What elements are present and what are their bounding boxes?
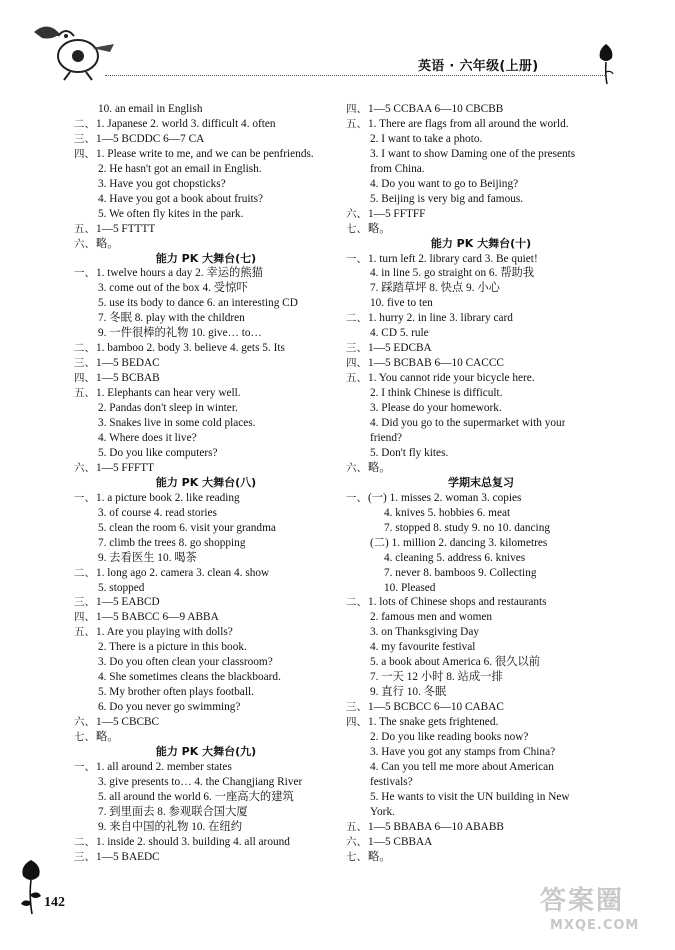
answer-text: 2. Do you like reading books now?	[370, 731, 529, 744]
answer-text: 略。	[96, 731, 119, 744]
answer-line	[74, 655, 338, 670]
answer-line	[346, 670, 616, 685]
watermark-main: 答案圈	[540, 886, 625, 916]
answer-text: 7. 冬眠 8. play with the children	[98, 312, 245, 325]
question-number: 二、	[74, 835, 95, 848]
answer-line	[346, 506, 616, 521]
answer-text: 7. 到里面去 8. 参观联合国大厦	[98, 805, 248, 818]
question-number: 六、	[74, 716, 95, 729]
question-answer-line	[74, 371, 338, 386]
question-number: 三、	[74, 357, 95, 370]
answer-line	[346, 192, 616, 207]
answer-text: 2. famous men and women	[370, 611, 493, 624]
answer-line	[74, 551, 338, 566]
answer-text: 4. Have you got a book about fruits?	[98, 192, 264, 205]
answer-text: 2. I think Chinese is difficult.	[370, 387, 503, 400]
question-number: 四、	[346, 716, 367, 729]
question-answer-line	[74, 491, 338, 506]
question-number: 二、	[346, 312, 367, 325]
answer-text: 1—5 BAEDC	[96, 850, 160, 863]
answer-text: 5. a book about America 6. 很久以前	[370, 656, 541, 669]
page-number: 142	[44, 895, 65, 910]
answer-line	[74, 311, 338, 326]
answer-text: 1. bamboo 2. body 3. believe 4. gets 5. Its	[96, 342, 285, 355]
answer-text: 3. Please do your homework.	[370, 402, 502, 415]
question-number: 三、	[346, 701, 367, 714]
answer-text: 5. use its body to dance 6. an interesting CD	[98, 297, 298, 310]
question-number: 七、	[346, 222, 367, 235]
question-answer-line	[74, 461, 338, 476]
question-number: 四、	[74, 372, 95, 385]
header-dotted-rule	[105, 75, 605, 76]
answer-text: 略。	[96, 237, 119, 250]
answer-line	[346, 640, 616, 655]
question-answer-line	[346, 595, 616, 610]
question-answer-line	[74, 566, 338, 581]
answer-line	[74, 296, 338, 311]
question-answer-line	[346, 356, 616, 371]
answer-line	[346, 446, 616, 461]
answer-line	[74, 192, 338, 207]
question-answer-line	[346, 715, 616, 730]
answer-text: 3. come out of the box 4. 受惊吓	[98, 282, 248, 295]
answer-line	[346, 147, 616, 162]
answer-text: 1. twelve hours a day 2. 幸运的熊猫	[96, 267, 263, 280]
answer-text: 1. long ago 2. camera 3. clean 4. show	[96, 566, 270, 579]
answer-text: 10. an email in English	[98, 103, 203, 115]
answer-line	[74, 162, 338, 177]
question-number: 四、	[74, 147, 95, 160]
answer-text: 1. Japanese 2. world 3. difficult 4. often	[96, 117, 276, 130]
answer-text: 2. He hasn't got an email in English.	[98, 162, 262, 175]
answer-text: 1—5 CBBAA	[368, 835, 433, 848]
page-header	[0, 0, 675, 90]
answer-text: 10. five to ten	[370, 297, 433, 310]
question-answer-line	[346, 341, 616, 356]
answer-text: 5. Beijing is very big and famous.	[370, 192, 524, 205]
question-number: 四、	[74, 611, 95, 624]
question-number: 三、	[74, 850, 95, 863]
answer-text: 5. stopped	[98, 581, 145, 594]
answer-text: 1. lots of Chinese shops and restaurants	[368, 596, 547, 609]
section-heading: 能力 PK 大舞台(十)	[430, 236, 532, 250]
answer-text: 1. Elephants can hear very well.	[96, 387, 241, 400]
answer-line	[346, 296, 616, 311]
answer-text: 1. Are you playing with dolls?	[96, 626, 233, 639]
answer-line	[74, 446, 338, 461]
question-answer-line	[74, 715, 338, 730]
answer-line	[74, 536, 338, 551]
answer-line	[74, 177, 338, 192]
section-heading: 能力 PK 大舞台(九)	[155, 744, 257, 758]
answer-text: 1—5 EABCD	[96, 596, 160, 609]
answer-text: 1—5 FFTFF	[368, 207, 426, 220]
section-heading: 能力 PK 大舞台(七)	[155, 251, 257, 265]
answer-line	[74, 506, 338, 521]
answer-text: 1—5 EDCBA	[368, 342, 432, 355]
question-number: 七、	[74, 731, 95, 744]
answer-text: 5. Do you like computers?	[98, 446, 218, 459]
answer-text: 1—5 CBCBC	[96, 716, 160, 729]
answer-line	[346, 551, 616, 566]
answer-line	[346, 281, 616, 296]
answer-text: 7. 踩踏草坪 8. 快点 9. 小心	[370, 282, 500, 295]
answer-line	[74, 326, 338, 341]
answer-text: 7. 一天 12 小时 8. 站成一排	[370, 671, 503, 684]
answer-text: 1—5 BCBAB 6—10 CACCC	[368, 357, 504, 370]
answer-column-left	[74, 102, 338, 865]
question-answer-line	[346, 222, 616, 237]
answer-line	[346, 431, 616, 446]
answer-line	[346, 401, 616, 416]
answer-text: 略。	[368, 461, 391, 474]
watermark	[540, 880, 660, 940]
answer-line	[74, 640, 338, 655]
page-title: 英语 · 六年级(上册)	[418, 59, 539, 74]
question-answer-line	[74, 610, 338, 625]
answer-text: 4. Do you want to go to Beijing?	[370, 177, 519, 190]
answer-line	[346, 177, 616, 192]
answer-line	[346, 775, 616, 790]
answer-line	[346, 805, 616, 820]
answer-text: 9. 一件很棒的礼物 10. give… to…	[98, 327, 262, 340]
question-answer-line	[346, 491, 616, 506]
question-answer-line	[74, 117, 338, 132]
question-number: 五、	[346, 820, 367, 833]
question-number: 一、	[346, 252, 367, 265]
answer-text: 10. Pleased	[384, 581, 436, 594]
answer-line	[74, 416, 338, 431]
answer-text: 7. stopped 8. study 9. no 10. dancing	[384, 521, 550, 534]
question-number: 五、	[346, 372, 367, 385]
question-number: 二、	[74, 342, 95, 355]
answer-text: friend?	[370, 431, 402, 444]
answer-line	[346, 730, 616, 745]
answer-text: (一) 1. misses 2. woman 3. copies	[368, 491, 522, 504]
answer-line	[74, 431, 338, 446]
question-answer-line	[346, 700, 616, 715]
question-number: 三、	[346, 342, 367, 355]
answer-line	[74, 820, 338, 835]
answer-text: 4. Can you tell me more about American	[370, 760, 554, 773]
answer-text: 9. 去看医生 10. 喝茶	[98, 551, 197, 564]
answer-line	[74, 281, 338, 296]
answer-text: 5. We often fly kites in the park.	[98, 207, 244, 220]
answer-text: 5. Don't fly kites.	[370, 446, 449, 459]
answer-line	[74, 102, 338, 117]
answer-text: festivals?	[370, 775, 413, 788]
question-answer-line	[74, 760, 338, 775]
question-answer-line	[74, 595, 338, 610]
question-number: 六、	[74, 237, 95, 250]
answer-line	[74, 670, 338, 685]
answer-text: 5. clean the room 6. visit your grandma	[98, 521, 276, 534]
question-answer-line	[74, 132, 338, 147]
question-answer-line	[74, 835, 338, 850]
question-answer-line	[74, 730, 338, 745]
answer-text: 1—5 BEDAC	[96, 357, 160, 370]
answer-text: 3. I want to show Daming one of the presents	[370, 147, 576, 160]
question-number: 四、	[346, 103, 367, 115]
question-number: 五、	[74, 222, 95, 235]
answer-text: 4. Where does it live?	[98, 431, 197, 444]
answer-text: 4. She sometimes cleans the blackboard.	[98, 671, 281, 684]
question-answer-line	[346, 371, 616, 386]
answer-text: 1—5 CCBAA 6—10 CBCBB	[368, 103, 504, 115]
question-answer-line	[74, 356, 338, 371]
answer-text: 9. 来自中国的礼物 10. 在纽约	[98, 820, 243, 833]
section-heading: 学期末总复习	[448, 475, 514, 489]
answer-text: 6. Do you never go swimming?	[98, 701, 241, 714]
answer-line	[346, 132, 616, 147]
answer-line	[346, 685, 616, 700]
answer-text: 9. 直行 10. 冬眠	[370, 686, 447, 699]
question-number: 一、	[346, 491, 367, 504]
question-answer-line	[346, 207, 616, 222]
question-number: 六、	[74, 461, 95, 474]
answer-text: from China.	[370, 162, 425, 175]
answer-text: 4. my favourite festival	[370, 641, 476, 654]
answer-line	[346, 521, 616, 536]
question-answer-line	[74, 625, 338, 640]
question-number: 一、	[74, 267, 95, 280]
answer-text: 略。	[368, 850, 391, 863]
question-number: 六、	[346, 207, 367, 220]
question-answer-line	[346, 820, 616, 835]
question-number: 二、	[346, 596, 367, 609]
question-number: 三、	[74, 596, 95, 609]
answer-text: 4. CD 5. rule	[370, 327, 429, 340]
watermark-site: MXQE.COM	[550, 918, 640, 933]
answer-line	[346, 386, 616, 401]
question-number: 五、	[346, 117, 367, 130]
answer-line	[346, 655, 616, 670]
question-answer-line	[74, 147, 338, 162]
answer-line	[346, 625, 616, 640]
answer-line	[346, 581, 616, 596]
answer-text: York.	[370, 805, 395, 818]
answer-text: 2. Pandas don't sleep in winter.	[98, 402, 238, 415]
answer-line	[346, 760, 616, 775]
answer-line	[74, 581, 338, 596]
question-answer-line	[74, 222, 338, 237]
question-answer-line	[346, 850, 616, 865]
flower-bud-icon	[596, 40, 616, 86]
question-number: 三、	[74, 132, 95, 145]
answer-text: 1. a picture book 2. like reading	[96, 491, 240, 504]
answer-line	[74, 805, 338, 820]
answer-text: 5. My brother often plays football.	[98, 686, 254, 699]
question-answer-line	[74, 386, 338, 401]
answer-line	[346, 566, 616, 581]
answer-text: 3. Snakes live in some cold places.	[98, 417, 256, 430]
question-number: 六、	[346, 835, 367, 848]
answer-text: 1—5 BABCC 6—9 ABBA	[96, 611, 219, 624]
answer-line	[74, 700, 338, 715]
answer-text: 7. never 8. bamboos 9. Collecting	[384, 566, 537, 579]
answer-line	[74, 685, 338, 700]
answer-text: 3. Have you got any stamps from China?	[370, 745, 556, 758]
cartoon-fox-illustration	[30, 18, 120, 82]
answer-line	[346, 326, 616, 341]
answer-text: 1—5 BCBAB	[96, 372, 160, 385]
question-answer-line	[74, 266, 338, 281]
answer-text: 略。	[368, 222, 391, 235]
answer-line	[346, 610, 616, 625]
answer-text: 2. I want to take a photo.	[370, 132, 483, 145]
answer-text: 1. hurry 2. in line 3. library card	[368, 312, 513, 325]
question-answer-line	[346, 311, 616, 326]
answer-text: 1. all around 2. member states	[96, 760, 232, 773]
answer-text: 1—5 FTTTT	[96, 222, 156, 235]
answer-text: 3. on Thanksgiving Day	[370, 626, 479, 639]
question-number: 二、	[74, 566, 95, 579]
question-number: 二、	[74, 117, 95, 130]
answer-line	[346, 745, 616, 760]
answer-text: 1. inside 2. should 3. building 4. all around	[96, 835, 290, 848]
question-answer-line	[346, 102, 616, 117]
question-answer-line	[346, 835, 616, 850]
answer-text: 3. Have you got chopsticks?	[98, 177, 226, 190]
answer-line	[74, 207, 338, 222]
answer-text: 4. knives 5. hobbies 6. meat	[384, 506, 511, 519]
answer-text: 4. in line 5. go straight on 6. 帮助我	[370, 267, 535, 280]
question-answer-line	[74, 850, 338, 865]
answer-line	[74, 790, 338, 805]
question-number: 五、	[74, 387, 95, 400]
answer-column-right	[346, 102, 616, 865]
question-answer-line	[346, 461, 616, 476]
answer-text: 7. climb the trees 8. go shopping	[98, 536, 246, 549]
answer-text: (二) 1. million 2. dancing 3. kilometres	[370, 536, 548, 549]
answer-text: 3. Do you often clean your classroom?	[98, 656, 273, 669]
flower-ornament-icon	[18, 856, 44, 916]
answer-line	[74, 401, 338, 416]
answer-text: 1. Please write to me, and we can be penfriends.	[96, 147, 314, 160]
question-number: 一、	[74, 491, 95, 504]
question-number: 六、	[346, 461, 367, 474]
answer-text: 1—5 BCBCC 6—10 CABAC	[368, 701, 504, 714]
answer-text: 1—5 BCDDC 6—7 CA	[96, 132, 205, 145]
answer-line	[346, 790, 616, 805]
question-answer-line	[74, 237, 338, 252]
answer-text: 3. of course 4. read stories	[98, 506, 217, 519]
answer-text: 4. cleaning 5. address 6. knives	[384, 551, 526, 564]
answer-text: 1. There are flags from all around the world.	[368, 117, 569, 130]
answer-line	[74, 775, 338, 790]
answer-line	[346, 416, 616, 431]
answer-text: 5. all around the world 6. 一座高大的建筑	[98, 790, 294, 803]
answer-text: 2. There is a picture in this book.	[98, 641, 247, 654]
answer-line	[74, 521, 338, 536]
answer-line	[346, 536, 616, 551]
section-heading: 能力 PK 大舞台(八)	[155, 475, 257, 489]
answer-text: 1—5 BBABA 6—10 ABABB	[368, 820, 504, 833]
question-number: 一、	[74, 760, 95, 773]
answer-text: 4. Did you go to the supermarket with your	[370, 417, 566, 430]
question-answer-line	[74, 341, 338, 356]
answer-text: 1. You cannot ride your bicycle here.	[368, 372, 535, 385]
answer-line	[346, 266, 616, 281]
question-answer-line	[346, 117, 616, 132]
answer-line	[346, 162, 616, 177]
question-number: 四、	[346, 357, 367, 370]
answer-text: 1—5 FFFTT	[96, 461, 155, 474]
question-number: 七、	[346, 850, 367, 863]
answer-text: 1. turn left 2. library card 3. Be quiet!	[368, 252, 538, 265]
question-number: 五、	[74, 626, 95, 639]
answer-text: 5. He wants to visit the UN building in New	[370, 790, 570, 803]
answer-text: 1. The snake gets frightened.	[368, 716, 499, 729]
answer-text: 3. give presents to… 4. the Changjiang River	[98, 775, 303, 788]
question-answer-line	[346, 252, 616, 267]
